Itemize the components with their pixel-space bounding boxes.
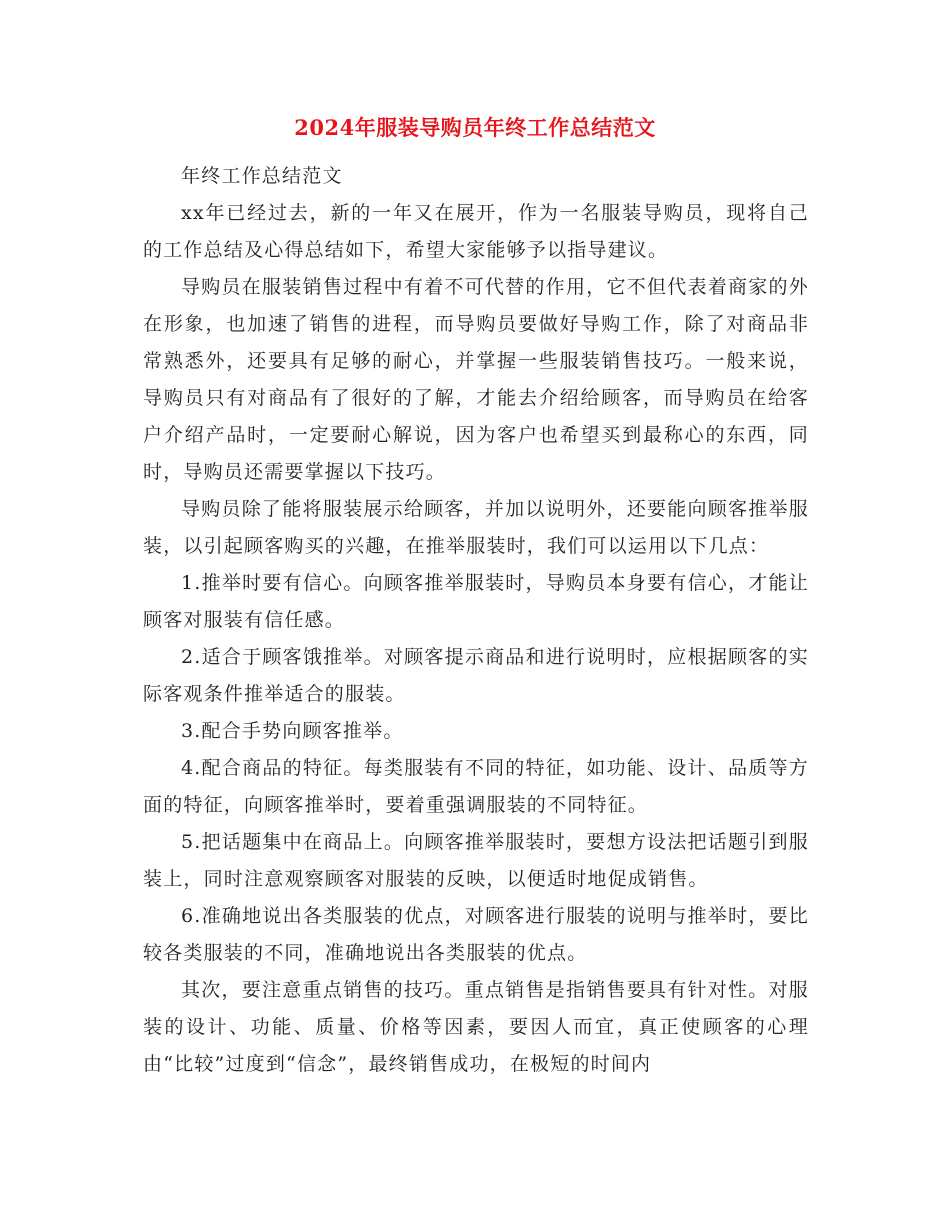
document-title: 2024年服装导购员年终工作总结范文 <box>294 115 656 140</box>
paragraph-recommend: 导购员除了能将服装展示给顾客，并加以说明外，还要能向顾客推举服装，以引起顾客购买的兴趣，在推举服装时，我们可以运用以下几点： <box>143 498 809 557</box>
list-item-6: 6.准确地说出各类服装的优点，对顾客进行服装的说明与推举时，要比较各类服装的不同，准确地说出各类服装的优点。 <box>143 905 809 964</box>
list-item-4: 4.配合商品的特征。每类服装有不同的特征，如功能、设计、品质等方面的特征，向顾客推举时，要着重强调服装的不同特征。 <box>143 757 809 816</box>
list-item-1: 1.推举时要有信心。向顾客推举服装时，导购员本身要有信心，才能让顾客对服装有信任感。 <box>143 572 809 631</box>
paragraph-intro: xx年已经过去，新的一年又在展开，作为一名服装导购员，现将自己的工作总结及心得总结如下，希望大家能够予以指导建议。 <box>143 202 809 261</box>
list-item-2: 2.适合于顾客饿推举。对顾客提示商品和进行说明时，应根据顾客的实际客观条件推举适合的服装。 <box>143 646 809 705</box>
document-body <box>143 158 809 1083</box>
paragraph-key-sales: 其次，要注意重点销售的技巧。重点销售是指销售要具有针对性。对服装的设计、功能、质量、价格等因素，要因人而宜，真正使顾客的心理由“比较”过度到“信念”，最终销售成功，在极短的时间内 <box>143 979 809 1075</box>
list-item-3: 3.配合手势向顾客推举。 <box>181 720 404 742</box>
list-item-5: 5.把话题集中在商品上。向顾客推举服装时，要想方设法把话题引到服装上，同时注意观察顾客对服装的反映，以便适时地促成销售。 <box>143 831 809 890</box>
paragraph-subtitle: 年终工作总结范文 <box>181 165 343 187</box>
paragraph-role: 导购员在服装销售过程中有着不可代替的作用，它不但代表着商家的外在形象，也加速了销售的进程，而导购员要做好导购工作，除了对商品非常熟悉外，还要具有足够的耐心，并掌握一些服装销售技巧。一般来说，导购员只有对商品有了很好的了解，才能去介绍给顾客，而导购员在给客户介绍产品时，一定要耐心解说，因为客户也希望买到最称心的东西，同时，导购员还需要掌握以下技巧。 <box>143 276 809 483</box>
